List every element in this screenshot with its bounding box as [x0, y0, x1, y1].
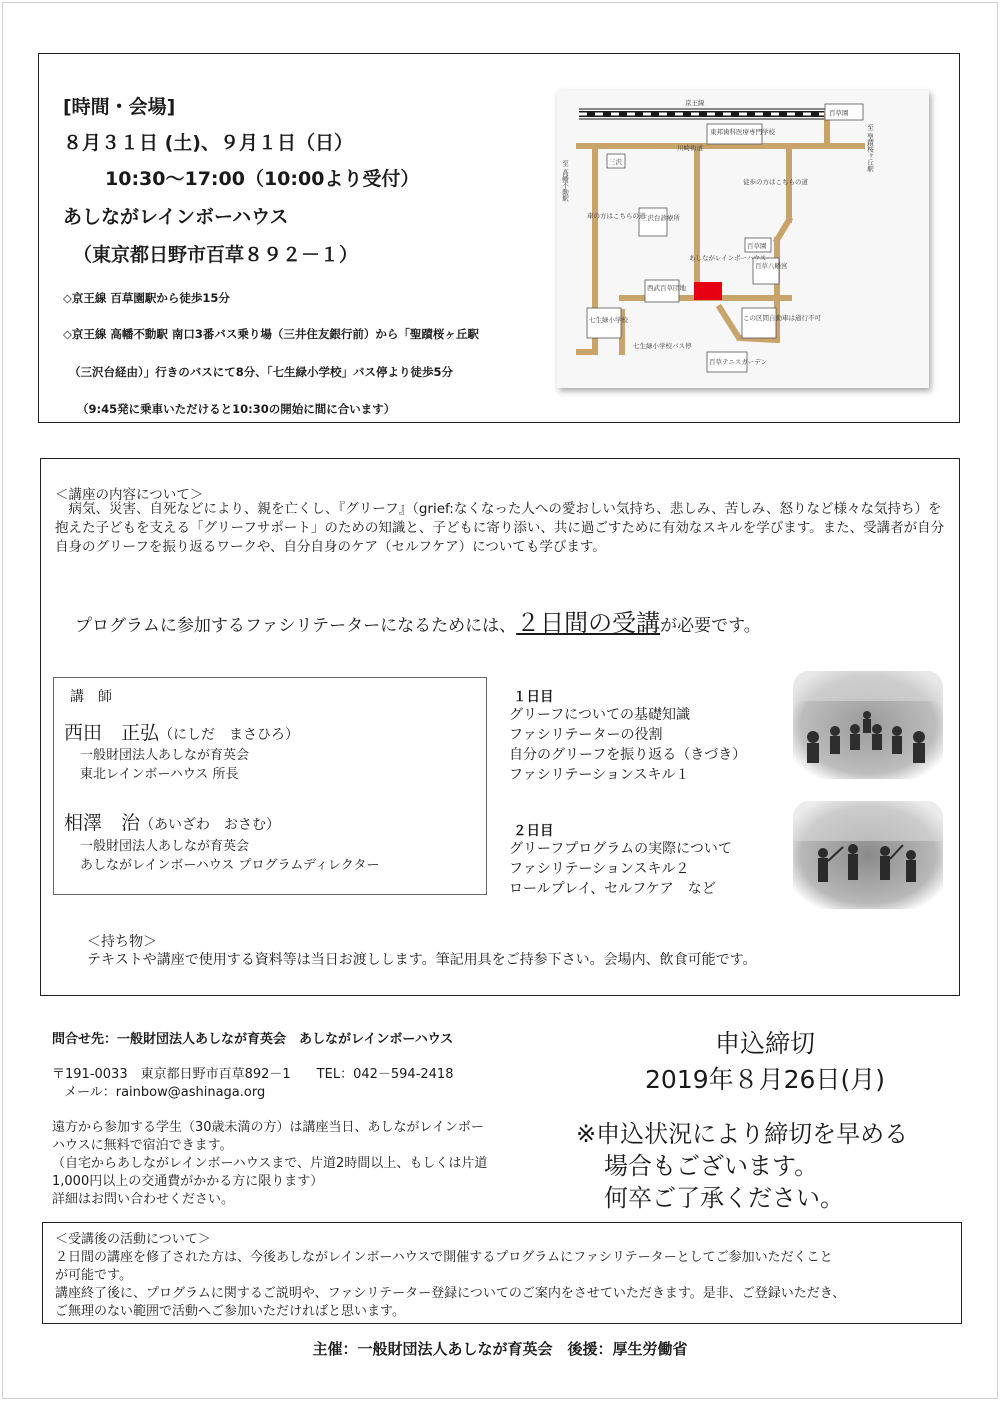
- access-line: （9:45発に乗車いただけると10:30の開始に間に合います）: [77, 402, 396, 416]
- venue-name: あしながレインボーハウス: [63, 206, 289, 228]
- map-label-school: 七生緑小学校: [589, 316, 628, 324]
- lodging-line: 詳細はお問い合わせください。: [52, 1192, 235, 1207]
- after-line: が可能です。: [55, 1268, 132, 1283]
- after-line: 講座終了後に、プログラムに関するご説明や、ファシリテーター登録についてのご案内をさせていただきます。是非、ご登録いただき、: [55, 1286, 846, 1301]
- after-heading: ＜受講後の活動について＞: [55, 1232, 211, 1247]
- map-label-keio: 京王線: [685, 99, 705, 107]
- deadline-date: 2019年８月26日(月): [645, 1065, 885, 1094]
- lecturer-kana: （あいざわ おさむ）: [140, 817, 281, 833]
- belongings-heading: ＜持ち物＞: [87, 934, 157, 950]
- content-section: [40, 458, 960, 996]
- map-label-busstop: 七生緑小学校バス停: [633, 342, 692, 350]
- access-line: ◇京王線 高幡不動駅 南口3番バス乗り場（三井住友銀行前）から「聖蹟桜ヶ丘駅: [63, 327, 479, 341]
- day2-item: ロールプレイ、セルフケア など: [509, 881, 716, 897]
- map-label-misawa: 三沢: [609, 158, 622, 166]
- content-body: 病気、災害、自死などにより、親を亡くし、『グリーフ』（grief:なくなった人への愛おしい気持ち、悲しみ、苦しみ、怒りなど様々な気持ち）を抱えた子どもを支える「グリーフサポート」のための知識と、子どもに寄り添い、共に過ごすために有効なスキルを学びます。また、受講者が自分自身のグリーフを振り返るワークや、自分自身のケア（セルフケア）についても学びます。: [55, 501, 945, 555]
- day1-item: 自分のグリーフを振り返る（きづき）: [509, 747, 747, 763]
- day2-item: グリーフプログラムの実際について: [509, 841, 732, 857]
- day1-item: ファシリテーターの役割: [509, 727, 663, 743]
- deadline-note: 何卒ご了承ください。: [604, 1184, 844, 1212]
- requirement-line: [75, 603, 761, 638]
- requirement-post: が必要です。: [660, 616, 761, 636]
- contact-mail: メール：rainbow@ashinaga.org: [64, 1085, 266, 1100]
- lecturer-name: [64, 718, 299, 745]
- map-label-hachimangu: 百草八幡宮: [755, 262, 788, 270]
- after-line: ２日間の講座を修了された方は、今後あしながレインボーハウスで開催するプログラムにファシリテーターとしてご参加いただくこと: [55, 1250, 833, 1265]
- lecturer-role: 東北レインボーハウス 所長: [80, 767, 239, 782]
- map-label-noentry: この区間自動車は通行不可: [743, 314, 821, 322]
- map-label-mogusaen: 百草園: [829, 109, 849, 117]
- map-label-walk: 徒歩の方はこちらの道: [743, 178, 808, 186]
- belongings-body: テキストや講座で使用する資料等は当日お渡しします。筆記用具をご持参下さい。会場内、飲食可能です。: [87, 952, 757, 968]
- day1-title: １日目: [513, 689, 554, 705]
- after-line: ご無理のない範囲で活動へご参加いただければと思います。: [55, 1304, 405, 1319]
- photo-seminar: [793, 671, 943, 779]
- photo-roleplay: [793, 801, 943, 909]
- day2-title: ２日目: [513, 823, 554, 839]
- venue-section: [38, 53, 960, 423]
- requirement-pre: プログラムに参加するファシリテーターになるためには、: [75, 616, 517, 636]
- access-map: [557, 90, 929, 388]
- lecturer-kana: （にしだ まさひろ）: [159, 727, 300, 743]
- map-label-seiseki: 至 聖蹟桜ヶ丘駅: [866, 124, 874, 172]
- map-label-rainbow: あしながレインボーハウス: [689, 254, 767, 262]
- requirement-emphasis: ２日間の受講: [516, 609, 661, 637]
- venue-time: 10:30〜17:00（10:00より受付）: [105, 168, 420, 190]
- lecturer-name: [64, 808, 280, 835]
- lecturer-org: 一般財団法人あしなが育英会: [80, 839, 250, 854]
- lodging-line: 1,000円以上の交通費がかかる方に限ります）: [52, 1174, 324, 1189]
- lecturer-org: 一般財団法人あしなが育英会: [80, 748, 250, 763]
- lodging-line: 遠方から参加する学生（30歳未満の方）は講座当日、あしながレインボー: [52, 1120, 484, 1135]
- day2-item: ファシリテーションスキル２: [509, 861, 690, 877]
- venue-heading: [時間・会場]: [63, 96, 176, 118]
- map-label-road: 川崎街道: [677, 144, 703, 152]
- content-heading: ＜講座の内容について＞: [55, 487, 204, 503]
- venue-marker: [694, 282, 722, 300]
- map-label-college: 東邦歯科医療専門学校: [710, 128, 775, 136]
- map-label-clinic: 三沢台診療所: [641, 214, 680, 222]
- lecturer-name-text: 西田 正弘: [64, 722, 160, 744]
- deadline-label: 申込締切: [714, 1029, 815, 1058]
- map-label-takahata: 至 高幡不動駅: [561, 160, 569, 202]
- venue-address: （東京都日野市百草８９２－１）: [73, 244, 359, 266]
- after-course-section: [42, 1222, 962, 1324]
- lodging-line: ハウスに無料で宿泊できます。: [52, 1138, 233, 1153]
- map-label-mogusaen-small: 百草園: [747, 242, 767, 250]
- venue-date: ８月３１日 (土)、９月１日（日）: [63, 132, 353, 154]
- lecturer-name-text: 相澤 治: [64, 812, 141, 834]
- access-line: ◇京王線 百草園駅から徒歩15分: [63, 291, 230, 305]
- day1-item: グリーフについての基礎知識: [509, 707, 691, 723]
- deadline-note: 場合もございます。: [604, 1152, 819, 1180]
- lodging-line: （自宅からあしながレインボーハウスまで、片道2時間以上、もしくは片道: [52, 1156, 488, 1171]
- map-label-tennis: 百草テニスガーデン: [709, 358, 768, 366]
- contact-address: 〒191-0033 東京都日野市百草892－1 TEL：042－594-2418: [52, 1067, 454, 1082]
- map-label-danchi: 西武百草団地: [647, 284, 686, 292]
- access-line: （三沢台経由）」行きのバスにて8分、「七生緑小学校」バス停より徒歩5分: [69, 365, 453, 379]
- contact-heading: 問合せ先：一般財団法人あしなが育英会 あしながレインボーハウス: [52, 1032, 454, 1047]
- lecturer-box: [53, 677, 487, 895]
- day1-item: ファシリテーションスキル１: [509, 767, 690, 783]
- footer-sponsor: 主催：一般財団法人あしなが育英会 後援：厚生労働省: [312, 1340, 688, 1358]
- map-label-car: 車の方はこちらの道: [587, 212, 646, 220]
- deadline-note: ※申込状況により締切を早める: [576, 1120, 909, 1148]
- lecturer-role: あしながレインボーハウス プログラムディレクター: [80, 858, 380, 873]
- lecturer-title: 講 師: [70, 689, 112, 705]
